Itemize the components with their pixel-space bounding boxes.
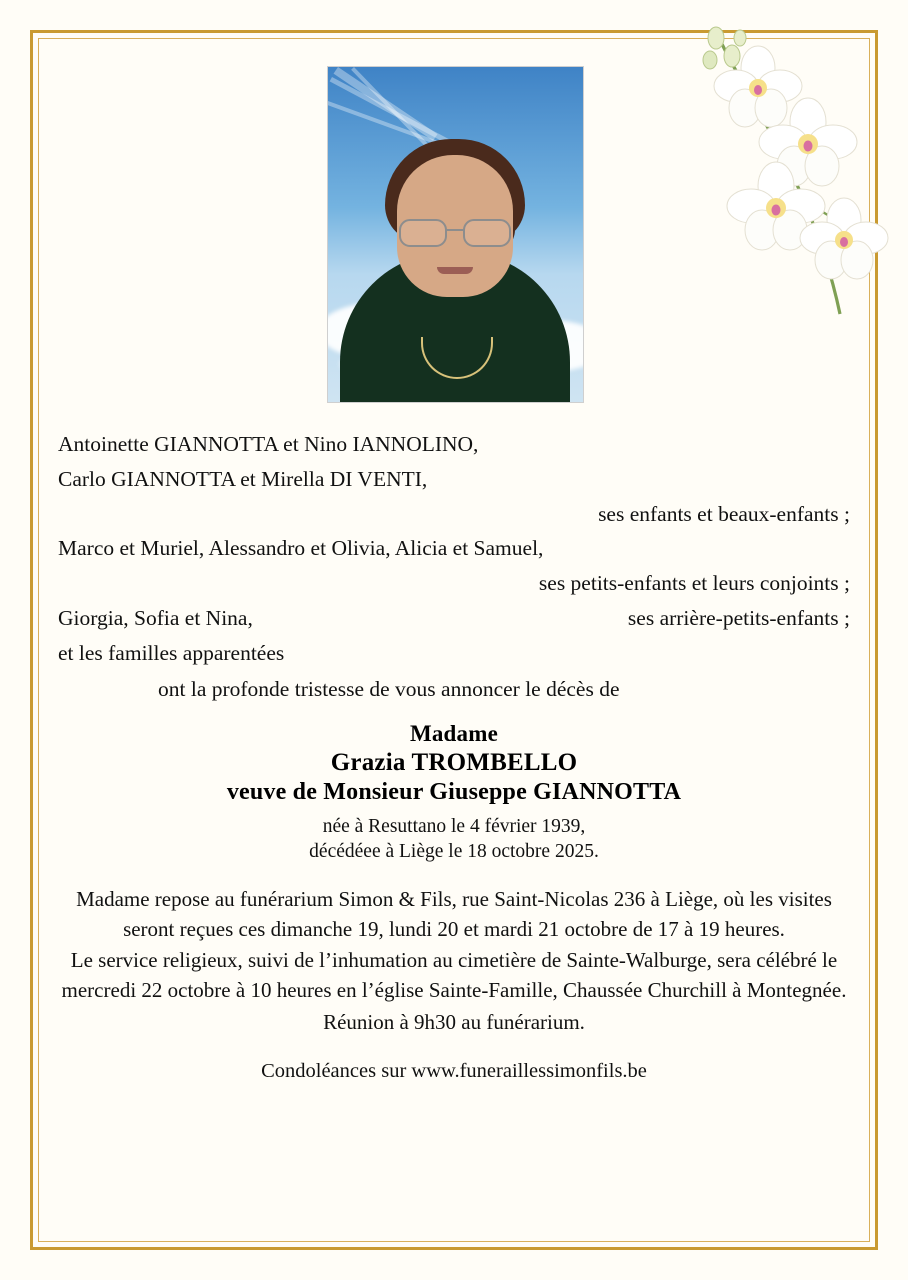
family-line-1: Antoinette GIANNOTTA et Nino IANNOLINO,: [58, 432, 479, 456]
deceased-name-block: [58, 720, 850, 808]
family-relatives: et les familles apparentées: [58, 640, 285, 665]
family-role-greatgrandchildren: ses arrière-petits-enfants ;: [627, 606, 850, 631]
family-block: [58, 427, 850, 671]
card-content: [58, 52, 850, 1230]
portrait-photo: [327, 66, 584, 403]
portrait-mouth: [437, 267, 473, 274]
family-greatgrandchildren-row: [58, 601, 850, 636]
family-greatgrandchildren: Giorgia, Sofia et Nina,: [58, 606, 253, 631]
notice-paragraph-3: Réunion à 9h30 au funérarium.: [323, 1010, 585, 1035]
family-role-children: ses enfants et beaux-enfants ;: [598, 501, 850, 526]
deceased-name: Grazia TROMBELLO: [330, 748, 578, 776]
portrait-container: [327, 66, 582, 403]
deceased-dates: [58, 814, 850, 865]
announcement-line: ont la profonde tristesse de vous annoncer le décès de: [158, 676, 620, 701]
sun-ray-icon: [351, 67, 430, 149]
family-role-grandchildren: ses petits-enfants et leurs conjoints ;: [538, 571, 850, 596]
death-line: décédéee à Liège le 18 octobre 2025.: [309, 841, 599, 863]
condolences-line: Condoléances sur www.funeraillessimonfils.be: [261, 1059, 647, 1082]
family-line-2: Carlo GIANNOTTA et Mirella DI VENTI,: [58, 466, 428, 491]
family-grandchildren: Marco et Muriel, Alessandro et Olivia, Alicia et Samuel,: [58, 536, 544, 561]
deceased-title: Madame: [409, 720, 499, 746]
funeral-notice: [58, 885, 850, 1038]
birth-line: née à Resuttano le 4 février 1939,: [322, 816, 586, 838]
notice-paragraph-1: Madame repose au funérarium Simon & Fils, rue Saint-Nicolas 236 à Liège, où les visites seront reçues ces dimanche 19, lundi 20 et mardi 21 octobre de 17 à 19 heures.: [76, 886, 832, 941]
deceased-spouse: veuve de Monsieur Giuseppe GIANNOTTA: [226, 779, 682, 806]
notice-paragraph-2: Le service religieux, suivi de l’inhumation au cimetière de Sainte-Walburge, sera célébré le mercredi 22 octobre à 10 heures en l’église Sainte-Famille, Chaussée Churchill à Montegnée.: [61, 948, 847, 1003]
glasses-icon: [399, 219, 511, 245]
